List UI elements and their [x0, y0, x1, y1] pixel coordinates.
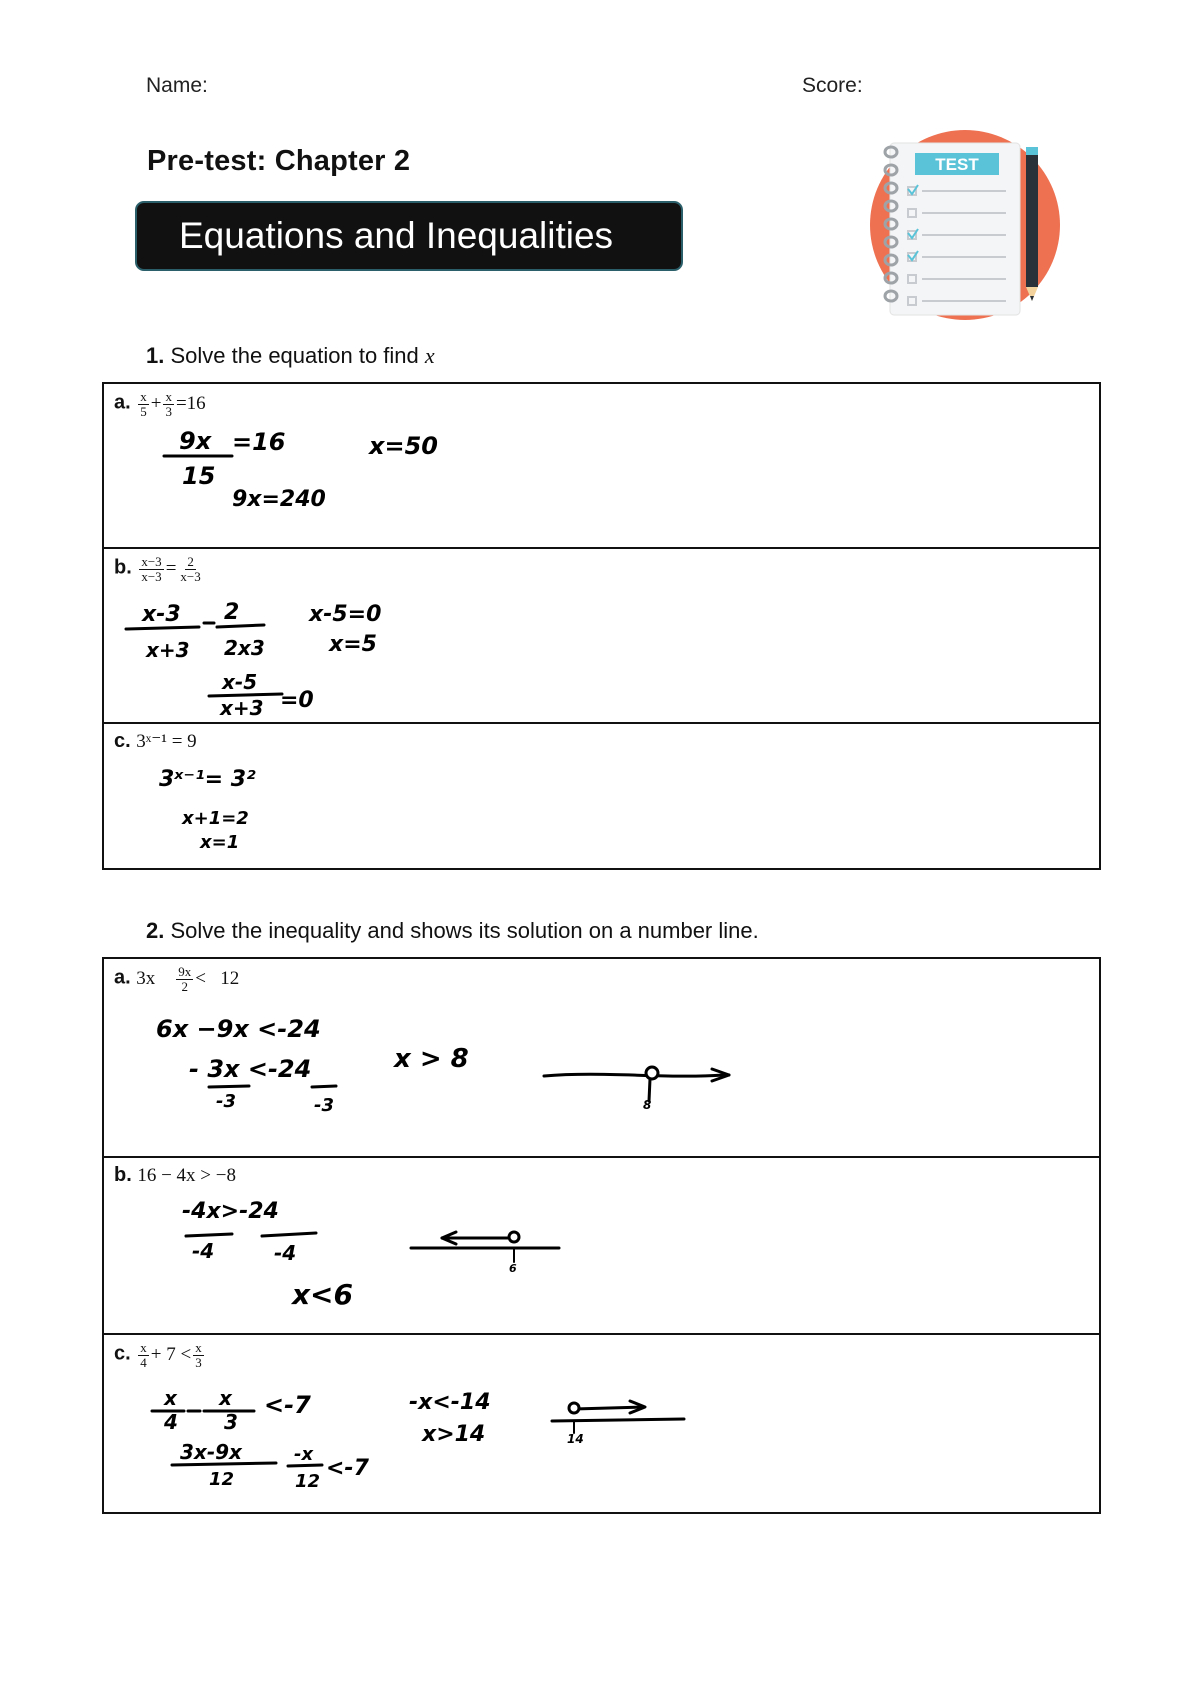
q2-b-label: b. 16 − 4x > −8	[114, 1164, 236, 1186]
q2-c-work	[104, 1335, 1103, 1514]
question-2-prompt: Solve the inequality and shows its solution on a number line.	[170, 918, 759, 943]
q2-b-work	[104, 1158, 1103, 1335]
hw-text: -3	[314, 1095, 334, 1116]
question-1-number: 1.	[146, 343, 165, 368]
question-1-variable: x	[424, 343, 435, 368]
q2-c-label: c. $\frac{x}{4}$ + 7 < $\frac{x}{3}$	[114, 1340, 202, 1370]
hw-text: <-7	[326, 1456, 369, 1481]
hw-text: =16	[232, 428, 286, 456]
hw-text: x<6	[292, 1278, 354, 1311]
test-logo-text: TEST	[935, 155, 979, 174]
hw-text: 2	[224, 600, 240, 625]
hw-text: -4	[274, 1241, 297, 1265]
q1-a-label: a. $\frac{x}{5}$ + $\frac{x}{3}$ =16	[114, 389, 206, 419]
question-2-title	[146, 918, 759, 944]
chapter-banner	[135, 201, 683, 271]
q2-row-a	[104, 959, 1099, 1156]
hw-text: 3ˣ⁻¹= 3²	[159, 767, 256, 792]
q1-b-label: b. $\frac{x-3}{x-3}$ = $\frac{2}{x-3}$	[114, 554, 201, 584]
hw-text: x+3	[220, 696, 264, 720]
hw-text: 3	[224, 1410, 238, 1434]
score-label: Score:	[802, 74, 863, 97]
q2-a-label: a. 3x $\frac{9x}{2}$ < 12	[114, 964, 240, 994]
question-1-title	[146, 343, 435, 369]
hw-text: x=1	[200, 832, 240, 853]
hw-text: -4x>-24	[182, 1199, 279, 1224]
hw-text: 9x=240	[232, 487, 326, 512]
hw-text: x+1=2	[182, 808, 249, 829]
hw-text: <-7	[264, 1391, 311, 1419]
hw-text: 6x −9x <-24	[156, 1015, 321, 1043]
q2-row-b	[104, 1156, 1099, 1333]
question-1-prompt: Solve the equation to find	[170, 343, 419, 368]
hw-text: x+3	[146, 638, 190, 662]
hw-text: - 3x <-24	[189, 1055, 312, 1083]
hw-text: x=5	[329, 632, 377, 657]
hw-text: =0	[280, 688, 314, 713]
page-title: Pre-test: Chapter 2	[147, 145, 411, 177]
q1-row-c	[104, 722, 1099, 868]
hw-text: 15	[182, 462, 216, 490]
q2-a-work	[104, 959, 1103, 1156]
hw-text: x>14	[422, 1422, 486, 1447]
hw-text: 6	[509, 1262, 517, 1275]
hw-text: -x<-14	[409, 1390, 491, 1415]
hw-text: 2x3	[224, 636, 265, 660]
hw-text: 12	[295, 1471, 321, 1492]
hw-text: -3	[216, 1091, 236, 1112]
q1-b-work	[104, 549, 1103, 724]
hw-text: 14	[567, 1432, 584, 1446]
question-2-number: 2.	[146, 918, 165, 943]
q1-c-work	[104, 724, 1103, 870]
question-1-table	[102, 382, 1101, 870]
hw-text: x	[219, 1386, 232, 1410]
hw-text: 9x	[179, 427, 212, 455]
hw-text: 12	[209, 1469, 235, 1490]
hw-text: 8	[643, 1098, 652, 1112]
hw-text: -x	[294, 1444, 314, 1465]
hw-text: x-5	[222, 670, 258, 694]
q1-row-a	[104, 384, 1099, 547]
hw-text: 3x-9x	[180, 1440, 242, 1464]
hw-text: x > 8	[394, 1044, 469, 1074]
q1-row-b	[104, 547, 1099, 722]
hw-text: -4	[192, 1239, 215, 1263]
hw-text: x	[164, 1386, 177, 1410]
test-notebook-icon	[860, 125, 1070, 325]
hw-text: x-5=0	[309, 602, 382, 627]
name-label: Name:	[146, 74, 208, 97]
hw-text: x=50	[369, 432, 438, 460]
banner-title: Equations and Inequalities	[179, 215, 614, 256]
hw-text: 4	[164, 1410, 178, 1434]
q2-row-c	[104, 1333, 1099, 1512]
q1-c-label: c. 3ˣ⁻¹ = 9	[114, 730, 197, 752]
q1-a-work	[104, 384, 1103, 547]
question-2-table	[102, 957, 1101, 1514]
hw-text: x-3	[142, 602, 181, 627]
